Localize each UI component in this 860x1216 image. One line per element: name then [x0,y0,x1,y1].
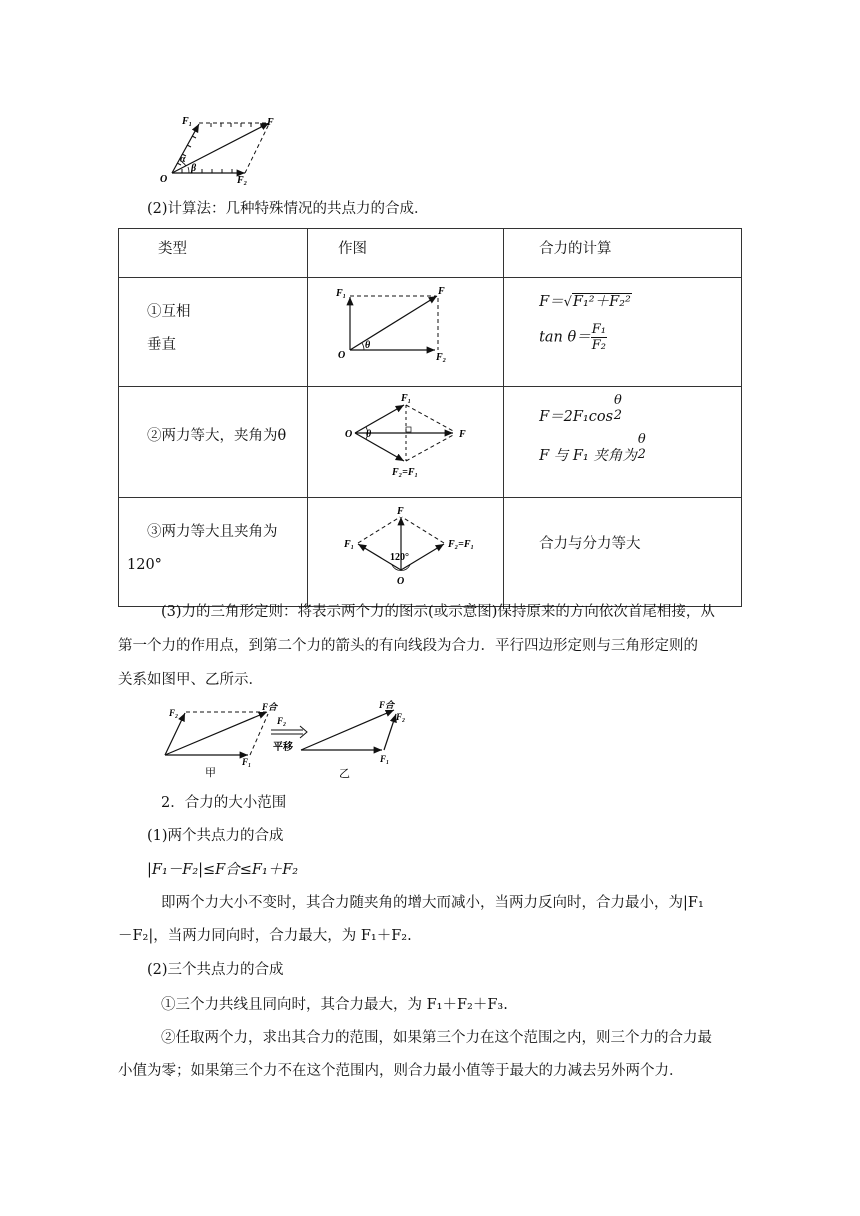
row3-f-label: F [397,506,404,517]
para-triangle-line2: 第一个力的作用点，到第二个力的箭头的有向线段为合力．平行四边形定则与三角形定则的 [118,638,698,654]
three-line2a: ②任取两个力，求出其合力的范围，如果第三个力在这个范围之内，则三个力的合力最 [161,1030,712,1046]
intro-alpha-label: α [180,154,186,165]
intro-f1-label: F₁ [182,116,193,127]
intro-f2-label: F₂ [237,175,248,186]
force-composition-table [118,228,742,607]
row1-type-line1: ①互相 [147,304,191,320]
row2-o-label: O [345,429,353,440]
para-two-line1: 即两个力大小不变时，其合力随夹角的增大而减小，当两力反向时，合力最小，为|F₁ [161,895,704,911]
yi-f1-label: F₁ [380,754,390,764]
row2-formula-magnitude: F＝2F₁cos θ 2 [539,393,623,425]
equal-forces-figure [308,387,503,493]
jia-f1-label: F₁ [242,757,252,767]
heading-range: 2．合力的大小范围 [161,795,287,811]
intro-o-label: O [160,174,168,185]
row1-formula-magnitude: F＝√F₁²＋F₂² [539,294,631,310]
row1-f-label: F [438,286,445,297]
row1-formula-tan: tan θ＝ $\frac{\text{F₁}}{\text{F₂}}$ [539,322,606,353]
para-two-line2: －F₂|，当两力同向时，合力最大，为 F₁＋F₂. [118,928,412,944]
row1-f1-label: F₁ [336,288,347,299]
arrow-label: 平移 [273,742,293,753]
table-row [119,498,742,607]
header-type: 类型 [158,241,187,257]
table-row [119,278,742,387]
header-calculation: 合力的计算 [539,241,612,257]
row2-theta-label: θ [366,429,372,440]
inequality: |F₁－F₂|≤F合≤F₁＋F₂ [147,862,299,878]
jia-fhe-label: F合 [262,702,278,712]
row3-formula: 合力与分力等大 [539,536,641,552]
para-triangle-line1: (3)力的三角形定则：将表示两个力的图示(或示意图)保持原来的方向依次首尾相接，从 [161,604,715,620]
section-calc-heading: (2)计算法：几种特殊情况的共点力的合成． [147,201,429,217]
three-line1: ①三个力共线且同向时，其合力最大，为 F₁＋F₂＋F₃. [161,997,508,1013]
row3-f1-label: F₁ [344,539,355,550]
row1-o-label: O [338,350,346,361]
yi-f2-label: F₂ [396,712,406,722]
row1-theta-label: θ [365,340,371,351]
perpendicular-forces-figure [308,278,503,382]
row3-angle-label: 120° [390,552,410,563]
120-degree-forces-figure [308,498,503,602]
intro-f-label: F [267,117,274,128]
three-line2b: 小值为零；如果第三个力不在这个范围内，则合力最小值等于最大的力减去另外两个力． [118,1063,684,1079]
sub-two-forces: (1)两个共点力的合成 [147,828,284,844]
table-header-row [119,229,742,278]
row3-f2-label: F₂=F₁ [448,539,475,550]
row3-type-line2: 120° [127,557,162,573]
row2-f1-label: F₁ [401,393,412,404]
para-triangle-line3: 关系如图甲、乙所示． [118,672,263,688]
intro-beta-label: β [191,163,197,174]
jia-caption: 甲 [205,767,216,779]
intro-parallelogram-figure [155,110,285,190]
sub-three-forces: (2)三个共点力的合成 [147,962,284,978]
jia-f2-label: F₂ [169,708,179,718]
row2-f2-label: F₂=F₁ [392,467,419,478]
arrow-f2-label: F₂ [277,716,287,726]
table-row [119,387,742,498]
row1-f2-label: F₂ [436,352,447,363]
header-figure: 作图 [338,241,368,257]
row2-f-label: F [459,429,466,440]
row2-formula-angle: F 与 F₁ 夹角为 θ 2 [539,432,646,464]
yi-caption: 乙 [339,768,350,780]
row3-type-line1: ③两力等大且夹角为 [147,524,278,540]
row1-type-line2: 垂直 [147,337,176,353]
yi-fhe-label: F合 [379,700,395,710]
triangle-rule-figure [155,700,425,785]
row3-o-label: O [397,576,405,587]
row2-type: ②两力等大，夹角为θ [147,428,287,444]
